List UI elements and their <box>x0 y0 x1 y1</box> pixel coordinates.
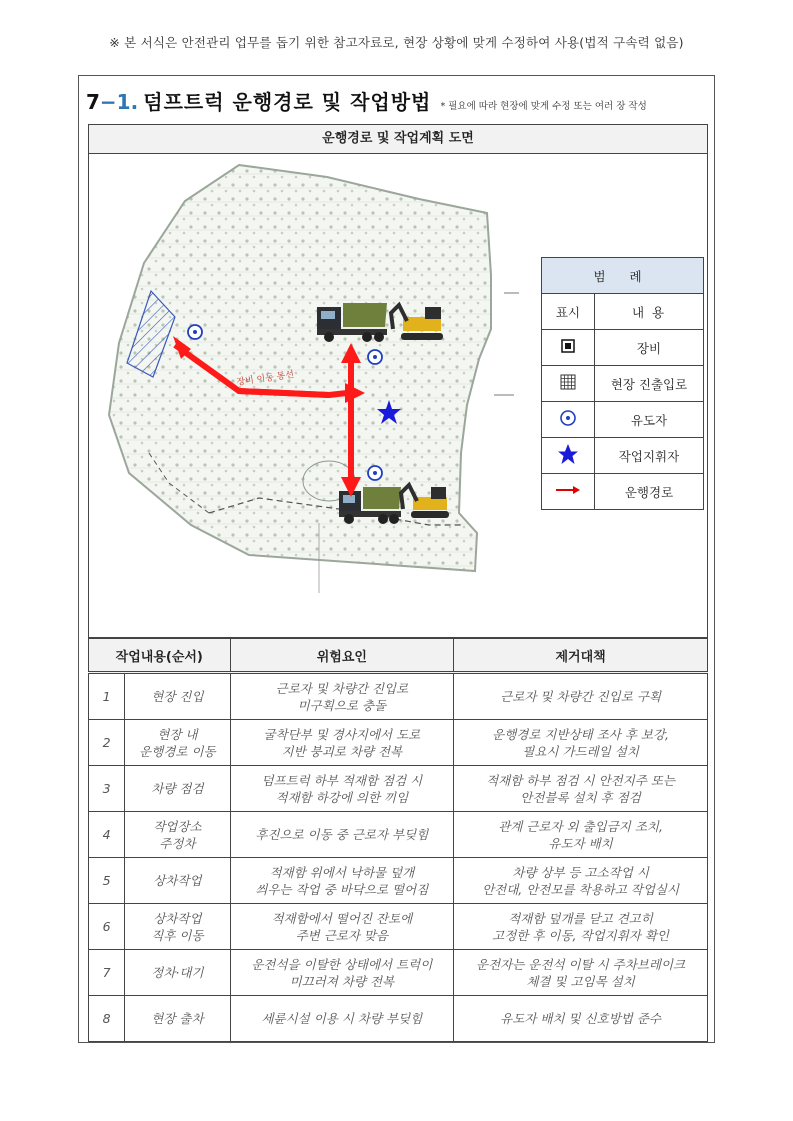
risk-assessment-table <box>88 638 708 1042</box>
row-number: 5 <box>89 858 125 904</box>
row-number: 2 <box>89 720 125 766</box>
table-row <box>89 858 708 904</box>
task-cell: 현장 출차 <box>125 996 230 1042</box>
row-number: 4 <box>89 812 125 858</box>
site-map <box>89 153 707 637</box>
measure-cell: 차량 상부 등 고소작업 시 안전대, 안전모를 착용하고 작업실시 <box>454 858 708 904</box>
legend-label-supervisor: 작업지휘자 <box>595 438 704 474</box>
legend-title: 범 례 <box>542 258 704 294</box>
disclaimer-text: ※ 본 서식은 안전관리 업무를 돕기 위한 참고자료로, 현장 상황에 맞게 수정하여 사용(법적 구속력 없음) <box>109 35 684 50</box>
title-note: * 필요에 따라 현장에 맞게 수정 또는 여러 장 작성 <box>440 101 647 112</box>
hazard-cell: 운전석을 이탈한 상태에서 트럭이 미끄러져 차량 전복 <box>230 950 454 996</box>
row-number: 1 <box>89 673 125 720</box>
measure-cell: 적재함 하부 점검 시 안전지주 또는 안전블록 설치 후 점검 <box>454 766 708 812</box>
plan-header: 운행경로 및 작업계획 도면 <box>89 125 707 154</box>
measure-cell: 관계 근로자 외 출입금지 조치, 유도자 배치 <box>454 812 708 858</box>
signalman-icon <box>188 325 202 339</box>
measure-cell: 운행경로 지반상태 조사 후 보강, 필요시 가드레일 설치 <box>454 720 708 766</box>
star-icon <box>542 438 595 474</box>
circle-dot-icon <box>542 402 595 438</box>
task-cell: 상차작업 <box>125 858 230 904</box>
row-number: 7 <box>89 950 125 996</box>
header-measure: 제거대책 <box>454 639 708 673</box>
task-cell: 현장 진입 <box>125 673 230 720</box>
task-cell: 차량 점검 <box>125 766 230 812</box>
row-number: 6 <box>89 904 125 950</box>
measure-cell: 운전자는 운전석 이탈 시 주차브레이크 체결 및 고임목 설치 <box>454 950 708 996</box>
legend-label-route: 운행경로 <box>595 474 704 510</box>
title-text: 덤프트럭 운행경로 및 작업방법 <box>143 90 432 114</box>
row-number: 8 <box>89 996 125 1042</box>
hazard-cell: 세륜시설 이용 시 차량 부딪힘 <box>230 996 454 1042</box>
table-row <box>89 766 708 812</box>
signalman-icon <box>368 350 382 364</box>
hazard-cell: 굴착단부 및 경사지에서 도로 지반 붕괴로 차량 전복 <box>230 720 454 766</box>
route-plan-section <box>88 124 708 638</box>
legend-label-signalman: 유도자 <box>595 402 704 438</box>
title-number: 7 <box>86 90 100 114</box>
hazard-cell: 적재함에서 떨어진 잔토에 주변 근로자 맞음 <box>230 904 454 950</box>
legend-table <box>541 257 704 510</box>
table-row <box>89 950 708 996</box>
row-number: 3 <box>89 766 125 812</box>
task-cell: 정차·대기 <box>125 950 230 996</box>
header-task: 작업내용(순서) <box>89 639 231 673</box>
table-row <box>89 904 708 950</box>
measure-cell: 유도자 배치 및 신호방법 준수 <box>454 996 708 1042</box>
square-icon <box>542 330 595 366</box>
hazard-cell: 적재함 위에서 낙하물 덮개 씌우는 작업 중 바닥으로 떨어짐 <box>230 858 454 904</box>
hazard-cell: 덤프트럭 하부 적재함 점검 시 적재함 하강에 의한 끼임 <box>230 766 454 812</box>
table-row <box>89 996 708 1042</box>
legend-label-equipment: 장비 <box>595 330 704 366</box>
arrow-icon <box>542 474 595 510</box>
hazard-cell: 근로자 및 차량간 진입로 미구획으로 충돌 <box>230 673 454 720</box>
table-row <box>89 720 708 766</box>
task-cell: 작업장소 주정차 <box>125 812 230 858</box>
site-boundary <box>109 165 491 571</box>
legend-label-entrance: 현장 진출입로 <box>595 366 704 402</box>
measure-cell: 적재함 덮개를 닫고 견고히 고정한 후 이동, 작업지휘자 확인 <box>454 904 708 950</box>
signalman-icon <box>368 466 382 480</box>
title-dash: −1. <box>99 90 139 114</box>
legend-col-symbol: 표시 <box>542 294 595 330</box>
task-cell: 상차작업 직후 이동 <box>125 904 230 950</box>
legend-col-content: 내 용 <box>595 294 704 330</box>
table-row <box>89 812 708 858</box>
hazard-cell: 후진으로 이동 중 근로자 부딪힘 <box>230 812 454 858</box>
header-hazard: 위험요인 <box>230 639 454 673</box>
table-row <box>89 673 708 720</box>
grid-icon <box>542 366 595 402</box>
task-cell: 현장 내 운행경로 이동 <box>125 720 230 766</box>
table-header-row <box>89 639 708 673</box>
section-title <box>86 86 706 116</box>
route-label: 장비 이동 동선 <box>236 370 295 388</box>
measure-cell: 근로자 및 차량간 진입로 구획 <box>454 673 708 720</box>
